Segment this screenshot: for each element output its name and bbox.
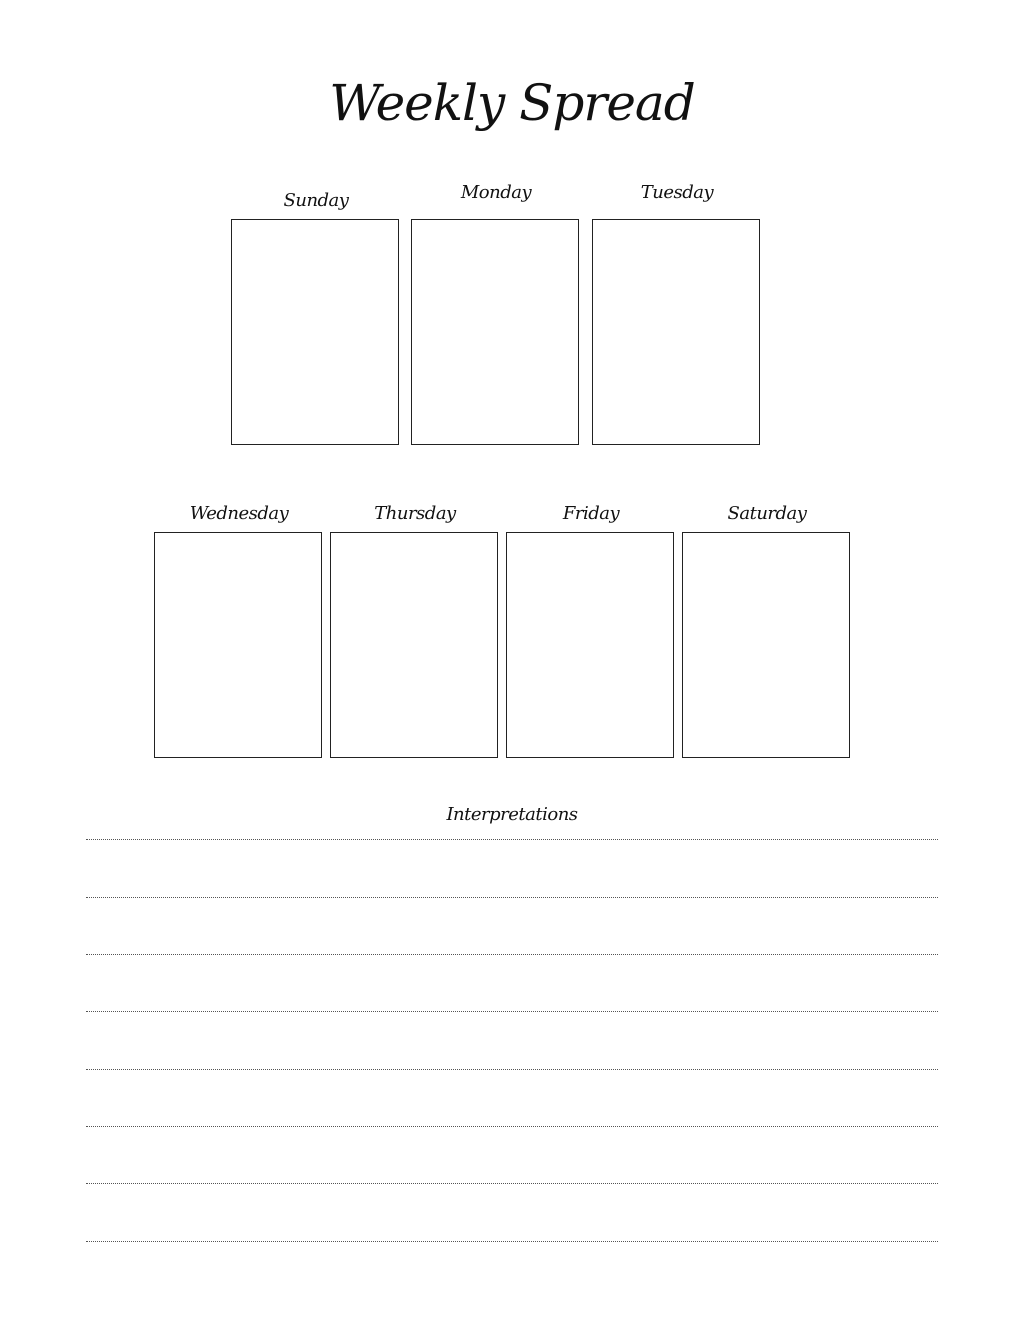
day-label-sunday: Sunday: [283, 190, 349, 211]
writing-line[interactable]: [86, 1126, 938, 1127]
day-label-wednesday: Wednesday: [189, 503, 289, 524]
page-title: Weekly Spread: [329, 74, 695, 132]
day-box-monday[interactable]: [411, 219, 579, 445]
day-label-tuesday: Tuesday: [640, 182, 714, 203]
writing-line[interactable]: [86, 954, 938, 955]
day-box-saturday[interactable]: [682, 532, 850, 758]
writing-line[interactable]: [86, 1241, 938, 1242]
interpretations-label: Interpretations: [446, 804, 578, 825]
day-label-friday: Friday: [562, 503, 620, 524]
day-box-wednesday[interactable]: [154, 532, 322, 758]
day-box-sunday[interactable]: [231, 219, 399, 445]
day-box-friday[interactable]: [506, 532, 674, 758]
day-label-saturday: Saturday: [727, 503, 807, 524]
writing-line[interactable]: [86, 1069, 938, 1070]
day-label-thursday: Thursday: [374, 503, 456, 524]
writing-line[interactable]: [86, 1011, 938, 1012]
day-box-thursday[interactable]: [330, 532, 498, 758]
day-label-monday: Monday: [460, 182, 532, 203]
writing-line[interactable]: [86, 839, 938, 840]
writing-line[interactable]: [86, 1183, 938, 1184]
day-box-tuesday[interactable]: [592, 219, 760, 445]
writing-line[interactable]: [86, 897, 938, 898]
